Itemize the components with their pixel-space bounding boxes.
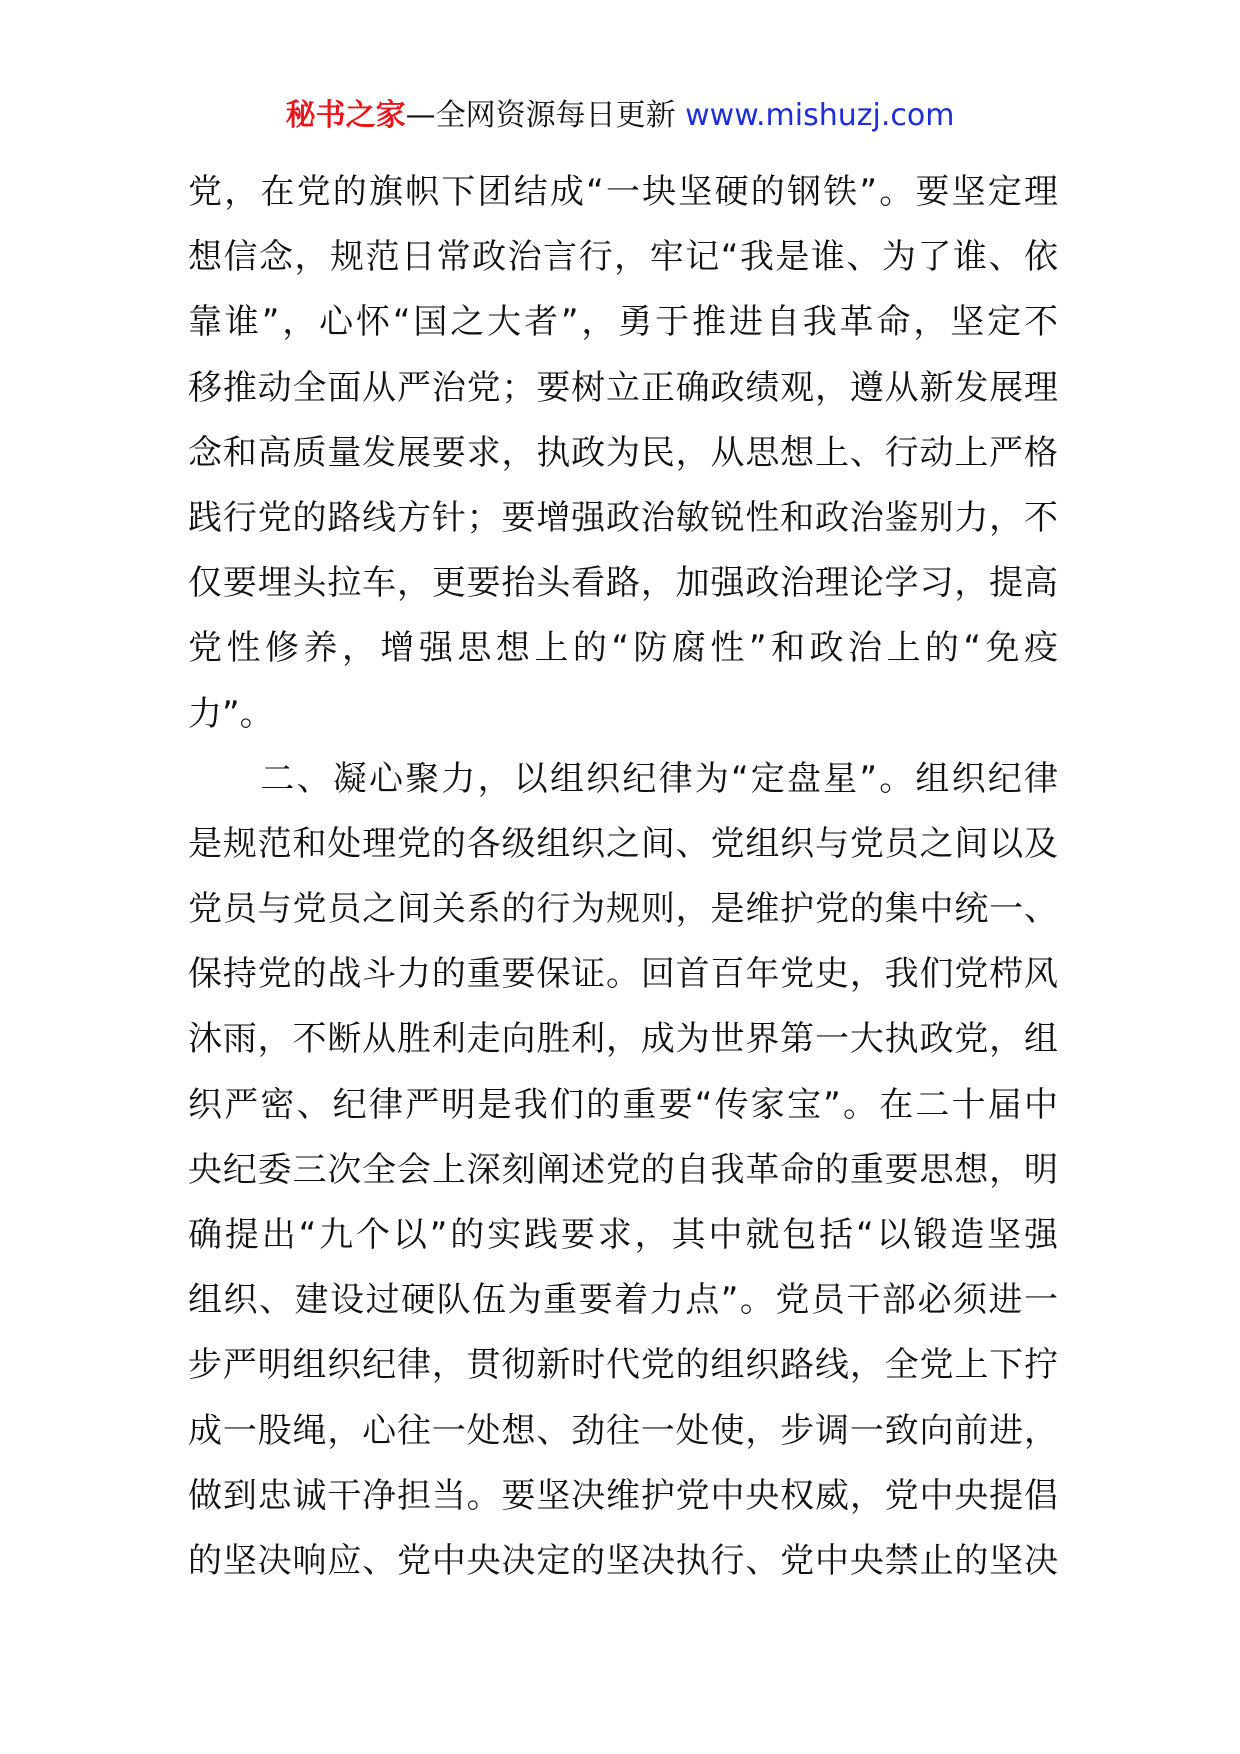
body-text-line: 的坚决响应、党中央决定的坚决执行、党中央禁止的坚决 (188, 1540, 1058, 1581)
body-text-line: 党员与党员之间关系的行为规则，是维护党的集中统一、 (188, 889, 1058, 930)
body-text-line: 靠谁”，心怀“国之大者”，勇于推进自我革命，坚定不 (188, 302, 1058, 343)
body-text-line: 保持党的战斗力的重要保证。回首百年党史，我们党栉风 (188, 954, 1058, 995)
body-text-line: 仅要埋头拉车，更要抬头看路，加强政治理论学习，提高 (188, 563, 1058, 604)
body-text-line: 成一股绳，心往一处想、劲往一处使，步调一致向前进， (188, 1410, 1058, 1451)
body-text-line: 党，在党的旗帜下团结成“一块坚硬的钢铁”。要坚定理 (188, 172, 1058, 212)
body-text-line: 步严明组织纪律，贯彻新时代党的组织路线，全党上下拧 (188, 1345, 1058, 1386)
site-url-link[interactable]: www.mishuzj.com (685, 98, 955, 133)
body-text-line: 组织、建设过硬队伍为重要着力点”。党员干部必须进一 (188, 1280, 1058, 1321)
body-text-line: 践行党的路线方针；要增强政治敏锐性和政治鉴别力，不 (188, 497, 1058, 538)
site-brand: 秘书之家 (285, 98, 406, 133)
body-text-line: 织严密、纪律严明是我们的重要“传家宝”。在二十届中 (188, 1084, 1058, 1125)
site-tagline: —全网资源每日更新 (405, 98, 686, 133)
body-text-line: 想信念，规范日常政治言行，牢记“我是谁、为了谁、依 (188, 237, 1058, 278)
body-text-line: 确提出“九个以”的实践要求，其中就包括“以锻造坚强 (188, 1215, 1058, 1255)
page-header (0, 96, 1240, 136)
body-text-line: 党性修养，增强思想上的“防腐性”和政治上的“免疫 (188, 628, 1058, 669)
body-text-line: 央纪委三次全会上深刻阐述党的自我革命的重要思想，明 (188, 1149, 1058, 1190)
body-text-line: 移推动全面从严治党；要树立正确政绩观，遵从新发展理 (188, 367, 1058, 408)
body-text-line: 是规范和处理党的各级组织之间、党组织与党员之间以及 (188, 823, 1058, 864)
body-text-line: 二、凝心聚力，以组织纪律为“定盘星”。组织纪律 (188, 758, 1058, 799)
body-text-line: 沐雨，不断从胜利走向胜利，成为世界第一大执政党，组 (188, 1019, 1058, 1060)
body-text-line: 力”。 (188, 693, 274, 734)
document-body (188, 160, 1058, 1594)
body-text-line: 做到忠诚干净担当。要坚决维护党中央权威，党中央提倡 (188, 1475, 1058, 1516)
body-text-line: 念和高质量发展要求，执政为民，从思想上、行动上严格 (188, 432, 1058, 473)
